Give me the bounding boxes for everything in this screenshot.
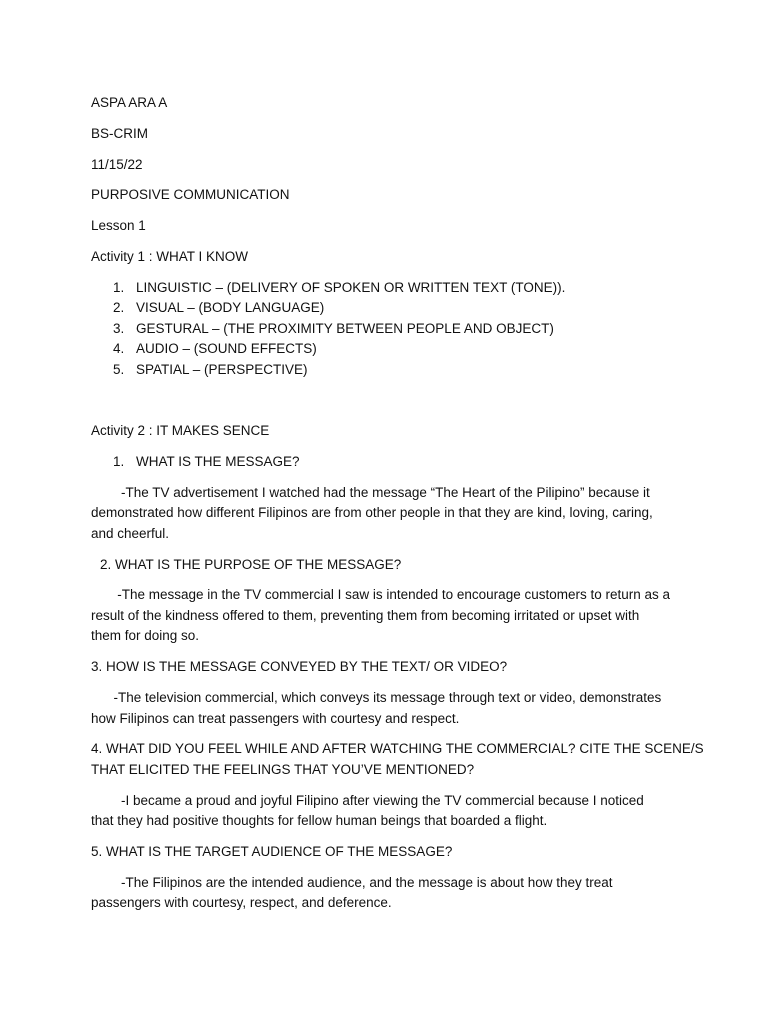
answer-2-line: -The message in the TV commercial I saw is intended to encourage customers to return as a xyxy=(91,587,671,602)
list-item-number: 1. xyxy=(113,280,125,295)
list-item-number: 4. xyxy=(113,341,125,356)
answer-4-line: that they had positive thoughts for fellow human beings that boarded a flight. xyxy=(91,813,548,828)
answer-3-line: how Filipinos can treat passengers with courtesy and respect. xyxy=(91,711,460,726)
list-item-text: SPATIAL – (PERSPECTIVE) xyxy=(136,362,308,377)
lesson-label: Lesson 1 xyxy=(91,218,146,233)
answer-5-line: passengers with courtesy, respect, and deference. xyxy=(91,895,392,910)
answer-3-line: -The television commercial, which conveys its message through text or video, demonstrates xyxy=(91,690,662,705)
list-item-text: LINGUISTIC – (DELIVERY OF SPOKEN OR WRITTEN TEXT (TONE)). xyxy=(136,280,566,295)
question-5: 5. WHAT IS THE TARGET AUDIENCE OF THE MESSAGE? xyxy=(91,844,453,859)
question-number: 1. xyxy=(113,454,125,469)
document-date: 11/15/22 xyxy=(91,157,143,172)
question-3: 3. HOW IS THE MESSAGE CONVEYED BY THE TEXT/ OR VIDEO? xyxy=(91,659,508,674)
activity1-title: Activity 1 : WHAT I KNOW xyxy=(91,249,249,264)
answer-1-line: demonstrated how different Filipinos are from other people in that they are kind, loving, caring, xyxy=(91,505,653,520)
list-item-number: 3. xyxy=(113,321,125,336)
list-item-text: AUDIO – (SOUND EFFECTS) xyxy=(136,341,317,356)
student-name: ASPA ARA A xyxy=(91,95,168,110)
list-item-number: 2. xyxy=(113,300,125,315)
activity2-title: Activity 2 : IT MAKES SENCE xyxy=(91,423,270,438)
answer-2-line: result of the kindness offered to them, preventing them from becoming irritated or upset with xyxy=(91,608,640,623)
list-item-number: 5. xyxy=(113,362,125,377)
list-item-text: VISUAL – (BODY LANGUAGE) xyxy=(136,300,325,315)
subject-title: PURPOSIVE COMMUNICATION xyxy=(91,187,290,202)
question-4-line: THAT ELICITED THE FEELINGS THAT YOU’VE MENTIONED? xyxy=(91,762,475,777)
answer-4-line: -I became a proud and joyful Filipino after viewing the TV commercial because I noticed xyxy=(91,793,644,808)
answer-1-line: -The TV advertisement I watched had the message “The Heart of the Pilipino” because it xyxy=(91,485,650,500)
question-4-line: 4. WHAT DID YOU FEEL WHILE AND AFTER WATCHING THE COMMERCIAL? CITE THE SCENE/S xyxy=(91,741,704,756)
answer-1-line: and cheerful. xyxy=(91,526,170,541)
answer-5-line: -The Filipinos are the intended audience, and the message is about how they treat xyxy=(91,875,613,890)
list-item-text: GESTURAL – (THE PROXIMITY BETWEEN PEOPLE AND OBJECT) xyxy=(136,321,554,336)
student-course: BS-CRIM xyxy=(91,126,148,141)
answer-2-line: them for doing so. xyxy=(91,628,200,643)
question-text: WHAT IS THE MESSAGE? xyxy=(136,454,300,469)
question-2: 2. WHAT IS THE PURPOSE OF THE MESSAGE? xyxy=(100,557,402,572)
